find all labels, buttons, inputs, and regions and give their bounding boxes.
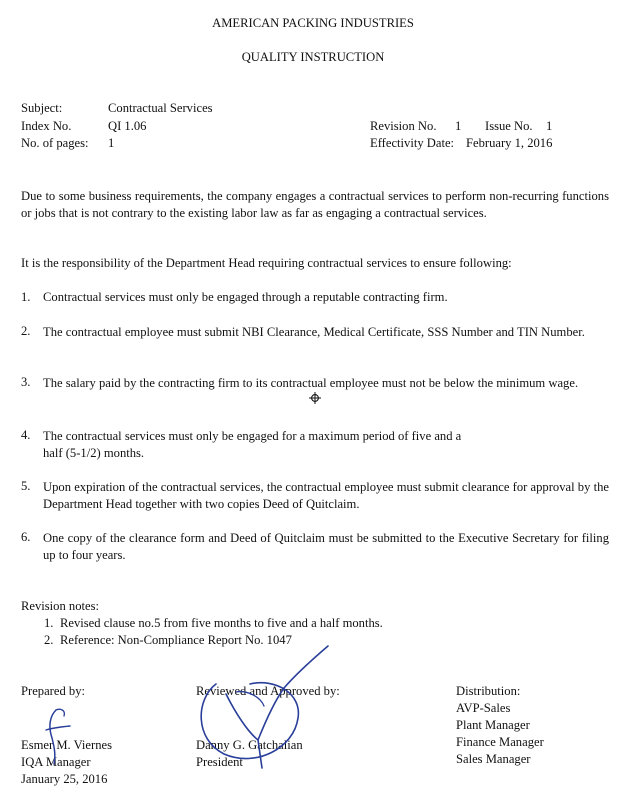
- intro-paragraph: Due to some business requirements, the company engages a contractual services to perform non-recurring functions or jobs that is not contrary to the existing labor law as far as engaging a contractual services.: [21, 189, 609, 220]
- reviewed-by-name: Danny G. Gatchalian: [196, 738, 303, 752]
- distribution-item: Finance Manager: [456, 735, 544, 749]
- list-item-number: 6.: [21, 530, 31, 544]
- prepared-by-name: Esmer M. Viernes: [21, 738, 112, 752]
- list-item-number: 3.: [21, 375, 31, 389]
- list-item-text: Upon expiration of the contractual services, the contractual employee must submit clearance for approval by the Department Head together with two copies Deed of Quitclaim.: [43, 480, 609, 511]
- registration-mark-icon: [309, 392, 321, 404]
- effectivity-label: Effectivity Date:: [370, 136, 455, 150]
- reviewer-signature-icon: [176, 644, 356, 770]
- distribution-label: Distribution:: [456, 684, 521, 698]
- list-item-number: 1.: [21, 290, 31, 304]
- revision-value: 1: [455, 119, 462, 133]
- subject-value: Contractual Services: [108, 101, 213, 115]
- list-item-text: One copy of the clearance form and Deed of Quitclaim must be submitted to the Executive Secretary for filing up to four years.: [43, 531, 609, 562]
- list-item-text: Contractual services must only be engaged through a reputable contracting firm.: [43, 290, 448, 304]
- subject-label: Subject:: [21, 101, 63, 115]
- note-text: Revised clause no.5 from five months to five and a half months.: [60, 616, 383, 630]
- prepared-by-title: IQA Manager: [21, 755, 91, 769]
- list-item-text: The salary paid by the contracting firm to its contractual employee must not be below the minimum wage.: [43, 376, 579, 390]
- issue-value: 1: [546, 119, 553, 133]
- prepared-by-date: January 25, 2016: [21, 772, 108, 786]
- prepared-by-label: Prepared by:: [21, 684, 85, 698]
- list-item-number: 2.: [21, 324, 31, 338]
- company-name: AMERICAN PACKING INDUSTRIES: [212, 16, 414, 30]
- document-type: QUALITY INSTRUCTION: [241, 50, 385, 64]
- responsibility-paragraph: It is the responsibility of the Department Head requiring contractual services to ensure following:: [21, 256, 512, 270]
- list-item-text: The contractual services must only be engaged for a maximum period of five and a half (5-1/2) months.: [43, 429, 462, 460]
- list-item-number: 5.: [21, 479, 31, 493]
- pages-label: No. of pages:: [21, 136, 89, 150]
- distribution-item: Sales Manager: [456, 752, 531, 766]
- distribution-item: Plant Manager: [456, 718, 530, 732]
- note-text: Reference: Non-Compliance Report No. 1047: [60, 633, 292, 647]
- note-number: 2.: [44, 633, 54, 647]
- revision-notes-title: Revision notes:: [21, 599, 100, 613]
- index-value: QI 1.06: [108, 119, 147, 133]
- list-item-text: The contractual employee must submit NBI Clearance, Medical Certificate, SSS Number and TIN Number.: [43, 325, 585, 339]
- preparer-signature-icon: [42, 708, 82, 768]
- revision-label: Revision No.: [370, 119, 437, 133]
- index-label: Index No.: [21, 119, 72, 133]
- note-number: 1.: [44, 616, 54, 630]
- reviewed-by-title: President: [196, 755, 243, 769]
- effectivity-value: February 1, 2016: [466, 136, 553, 150]
- list-item-number: 4.: [21, 428, 31, 442]
- reviewed-by-label: Reviewed and Approved by:: [196, 684, 340, 698]
- pages-value: 1: [108, 136, 115, 150]
- issue-label: Issue No.: [485, 119, 533, 133]
- distribution-item: AVP-Sales: [456, 701, 511, 715]
